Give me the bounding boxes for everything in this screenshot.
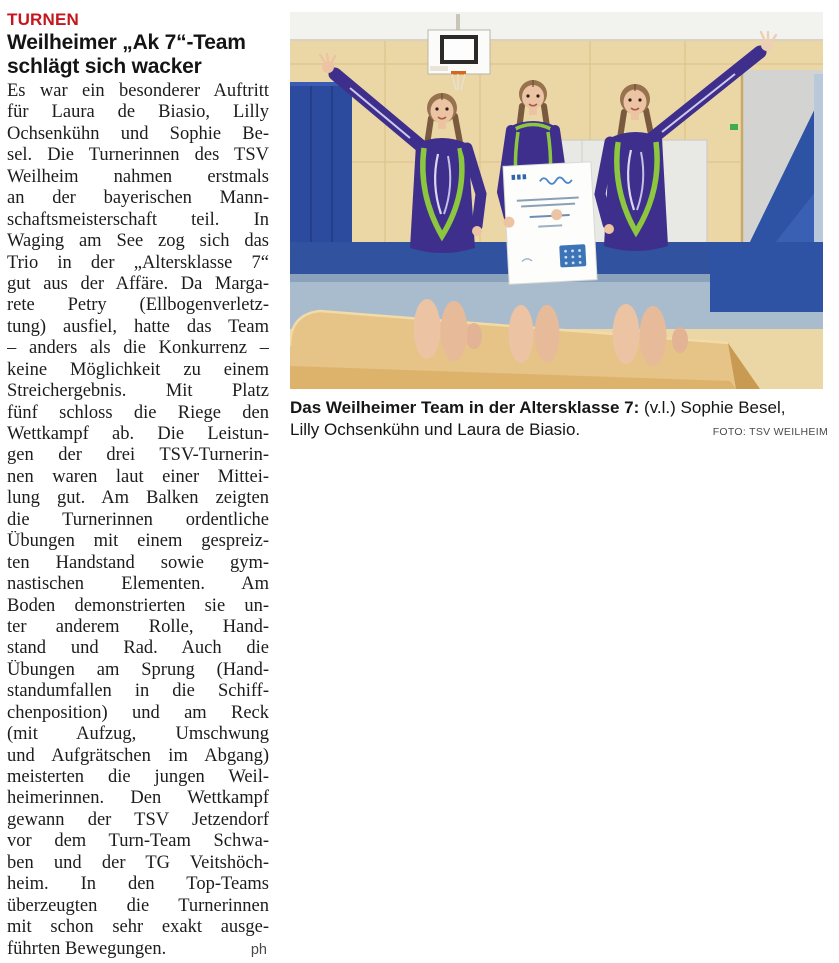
photo-figure xyxy=(290,12,828,443)
article-body-line: heimerinnen. Den Wettkampf xyxy=(7,788,269,809)
article-body-line: Übungen am Sprung (Hand- xyxy=(7,659,269,680)
article-body-line: vor dem Turn-Team Schwa- xyxy=(7,831,269,852)
article-body-line: mit schon sehr exakt ausge- xyxy=(7,917,269,938)
article-byline: ph xyxy=(250,941,267,958)
article-last-line-text: führten Bewegungen. xyxy=(7,938,167,959)
article-body-line: und Aufgrätschen im Abgang) xyxy=(7,745,269,766)
article-body-line: Es war ein besonderer Auftritt xyxy=(7,81,269,101)
article-body-line: an der bayerischen Mann- xyxy=(7,188,269,209)
caption-line-2 xyxy=(290,419,828,444)
article-body-line: Streichergebnis. Mit Platz xyxy=(7,381,269,402)
article-body-line: tung) ausfiel, hatte das Team xyxy=(7,316,269,337)
article-body-line: meisterten die jungen Weil- xyxy=(7,767,269,787)
article-body xyxy=(7,81,269,939)
article-kicker: TURNEN xyxy=(7,10,80,29)
article-body-line: nastischen Elementen. Am xyxy=(7,574,269,595)
article-column xyxy=(7,10,269,961)
article-body-line: – anders als die Konkurrenz – xyxy=(7,338,269,359)
article-body-line: ter anderem Rolle, Hand- xyxy=(7,616,269,637)
article-body-line: Ochsenkühn und Sophie Be- xyxy=(7,123,269,144)
article-body-line: gewann der TSV Jetzendorf xyxy=(7,809,269,830)
article-body-line: keine Möglichkeit zu einem xyxy=(7,359,269,380)
article-body-line: gut aus der Affäre. Da Marga- xyxy=(7,273,269,294)
certificate xyxy=(501,162,598,285)
article-body-line: standumfallen in die Schiff- xyxy=(7,681,269,702)
article-body-line: chenposition) und am Reck xyxy=(7,702,269,723)
article-body-line: Trio in der „Altersklasse 7“ xyxy=(7,252,269,273)
article-body-line: Boden demonstrierten sie un- xyxy=(7,595,269,616)
headline-line-1: Weilheimer „Ak 7“-Team xyxy=(7,31,246,54)
article-body-line: überzeugten die Turnerinnen xyxy=(7,895,269,916)
article-headline xyxy=(7,31,269,78)
article-body-line: Waging am See zog sich das xyxy=(7,231,269,252)
article-body-line: heim. In den Top-Teams xyxy=(7,874,269,895)
article-body-line: schaftsmeisterschaft teil. In xyxy=(7,209,269,230)
article-body-line: (mit Aufzug, Umschwung xyxy=(7,724,269,745)
article-body-line: Übungen mit einem gespreiz- xyxy=(7,531,269,552)
photo-caption xyxy=(290,397,828,443)
article-body-line: stand und Rad. Auch die xyxy=(7,638,269,659)
caption-bold: Das Weilheimer Team in der Altersklasse 7: xyxy=(290,398,640,417)
mat-stack-left xyxy=(290,82,352,262)
article-last-line xyxy=(7,939,269,961)
caption-names: (v.l.) Sophie Besel, xyxy=(644,398,786,417)
article-body-line: ben und der TG Veitshöch- xyxy=(7,852,269,873)
article-body-line: fünf schloss die Riege den xyxy=(7,402,269,423)
article-body-line: für Laura de Biasio, Lilly xyxy=(7,102,269,123)
article-body-line: gen der drei TSV-Turnerin- xyxy=(7,445,269,466)
certificate-sticker xyxy=(559,244,586,267)
exit-sign xyxy=(730,124,738,130)
article-body-line: ten Handstand sowie gym- xyxy=(7,552,269,573)
caption-names-2: Lilly Ochsenkühn und Laura de Biasio. xyxy=(290,419,581,439)
team-photo xyxy=(290,12,823,389)
caption-line-1 xyxy=(290,397,828,419)
headline-line-2: schlägt sich wacker xyxy=(7,54,202,78)
photo-credit: FOTO: TSV WEILHEIM xyxy=(712,425,828,438)
article-body-line: Weilheim nahmen erstmals xyxy=(7,166,269,187)
article-body-line: die Turnerinnen ordentliche xyxy=(7,509,269,530)
article-body-line: lung gut. Am Balken zeigten xyxy=(7,488,269,509)
article-body-line: nen waren laut einer Mittei- xyxy=(7,466,269,487)
article-body-line: rete Petry (Ellbogenverletz- xyxy=(7,295,269,316)
article-body-line: sel. Die Turnerinnen des TSV xyxy=(7,145,269,166)
article-body-line: Wettkampf ab. Die Leistun- xyxy=(7,424,269,444)
